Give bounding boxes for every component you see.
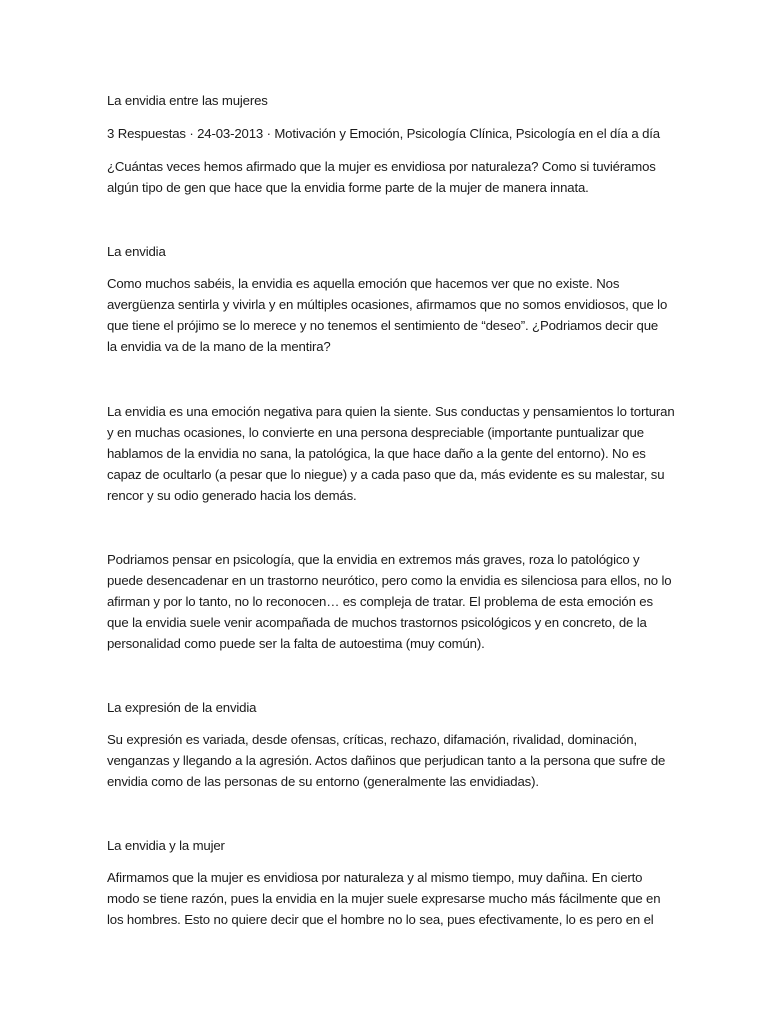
paragraph-line: hablamos de la envidia no sana, la patológica, la que hace daño a la gente del entorno). No es [107,446,646,461]
paragraph-line: y en muchas ocasiones, lo convierte en una persona despreciable (importante puntualizar que [107,425,644,440]
paragraph-line: Como muchos sabéis, la envidia es aquella emoción que hacemos ver que no existe. Nos [107,276,620,291]
paragraph-line: Afirmamos que la mujer es envidiosa por naturaleza y al mismo tiempo, muy dañina. En cierto [107,870,643,885]
paragraph-line: que tiene el prójimo se lo merece y no tenemos el sentimiento de “deseo”. ¿Podriamos decir que [107,318,659,333]
paragraph-line: personalidad como puede ser la falta de autoestima (muy común). [107,636,485,651]
document-title: La envidia entre las mujeres [107,93,268,108]
paragraph-line: ¿Cuántas veces hemos afirmado que la mujer es envidiosa por naturaleza? Como si tuviéramos [107,159,656,174]
paragraph-line: puede desencadenar en un trastorno neurótico, pero como la envidia es silenciosa para ellos, no lo [107,573,672,588]
paragraph-line: que la envidia suele venir acompañada de muchos trastornos psicológicos y en concreto, de la [107,615,647,630]
paragraph-line: la envidia va de la mano de la mentira? [107,339,331,354]
paragraph-line: envidia como de las personas de su entorno (generalmente las envidiadas). [107,774,539,789]
paragraph-line: los hombres. Esto no quiere decir que el hombre no lo sea, pues efectivamente, lo es pero en el [107,912,654,927]
section-heading-expresion: La expresión de la envidia [107,700,257,715]
section-heading-mujer: La envidia y la mujer [107,838,225,853]
paragraph-line: Su expresión es variada, desde ofensas, críticas, rechazo, difamación, rivalidad, dominación, [107,732,637,747]
paragraph-line: capaz de ocultarlo (a pesar que lo niegue) y a cada paso que da, más evidente es su malestar, su [107,467,665,482]
paragraph-line: La envidia es una emoción negativa para quien la siente. Sus conductas y pensamientos lo torturan [107,404,675,419]
paragraph-line: venganzas y llegando a la agresión. Actos dañinos que perjudican tanto a la persona que sufre de [107,753,666,768]
section-heading-envidia: La envidia [107,244,166,259]
document-page [107,0,675,1024]
paragraph-line: Podriamos pensar en psicología, que la envidia en extremos más graves, roza lo patológico y [107,552,640,567]
paragraph-line: modo se tiene razón, pues la envidia en la mujer suele expresarse mucho más fácilmente que en [107,891,661,906]
paragraph-line: afirman y por lo tanto, no lo reconocen… es compleja de tratar. El problema de esta emoción es [107,594,653,609]
paragraph-line: avergüenza sentirla y vivirla y en múltiples ocasiones, afirmamos que no somos envidiosos, que lo [107,297,668,312]
paragraph-line: rencor y su odio generado hacia los demás. [107,488,357,503]
post-meta: 3 Respuestas · 24-03-2013 · Motivación y Emoción, Psicología Clínica, Psicología en el día a día [107,126,660,141]
paragraph-line: algún tipo de gen que hace que la envidia forme parte de la mujer de manera innata. [107,180,589,195]
